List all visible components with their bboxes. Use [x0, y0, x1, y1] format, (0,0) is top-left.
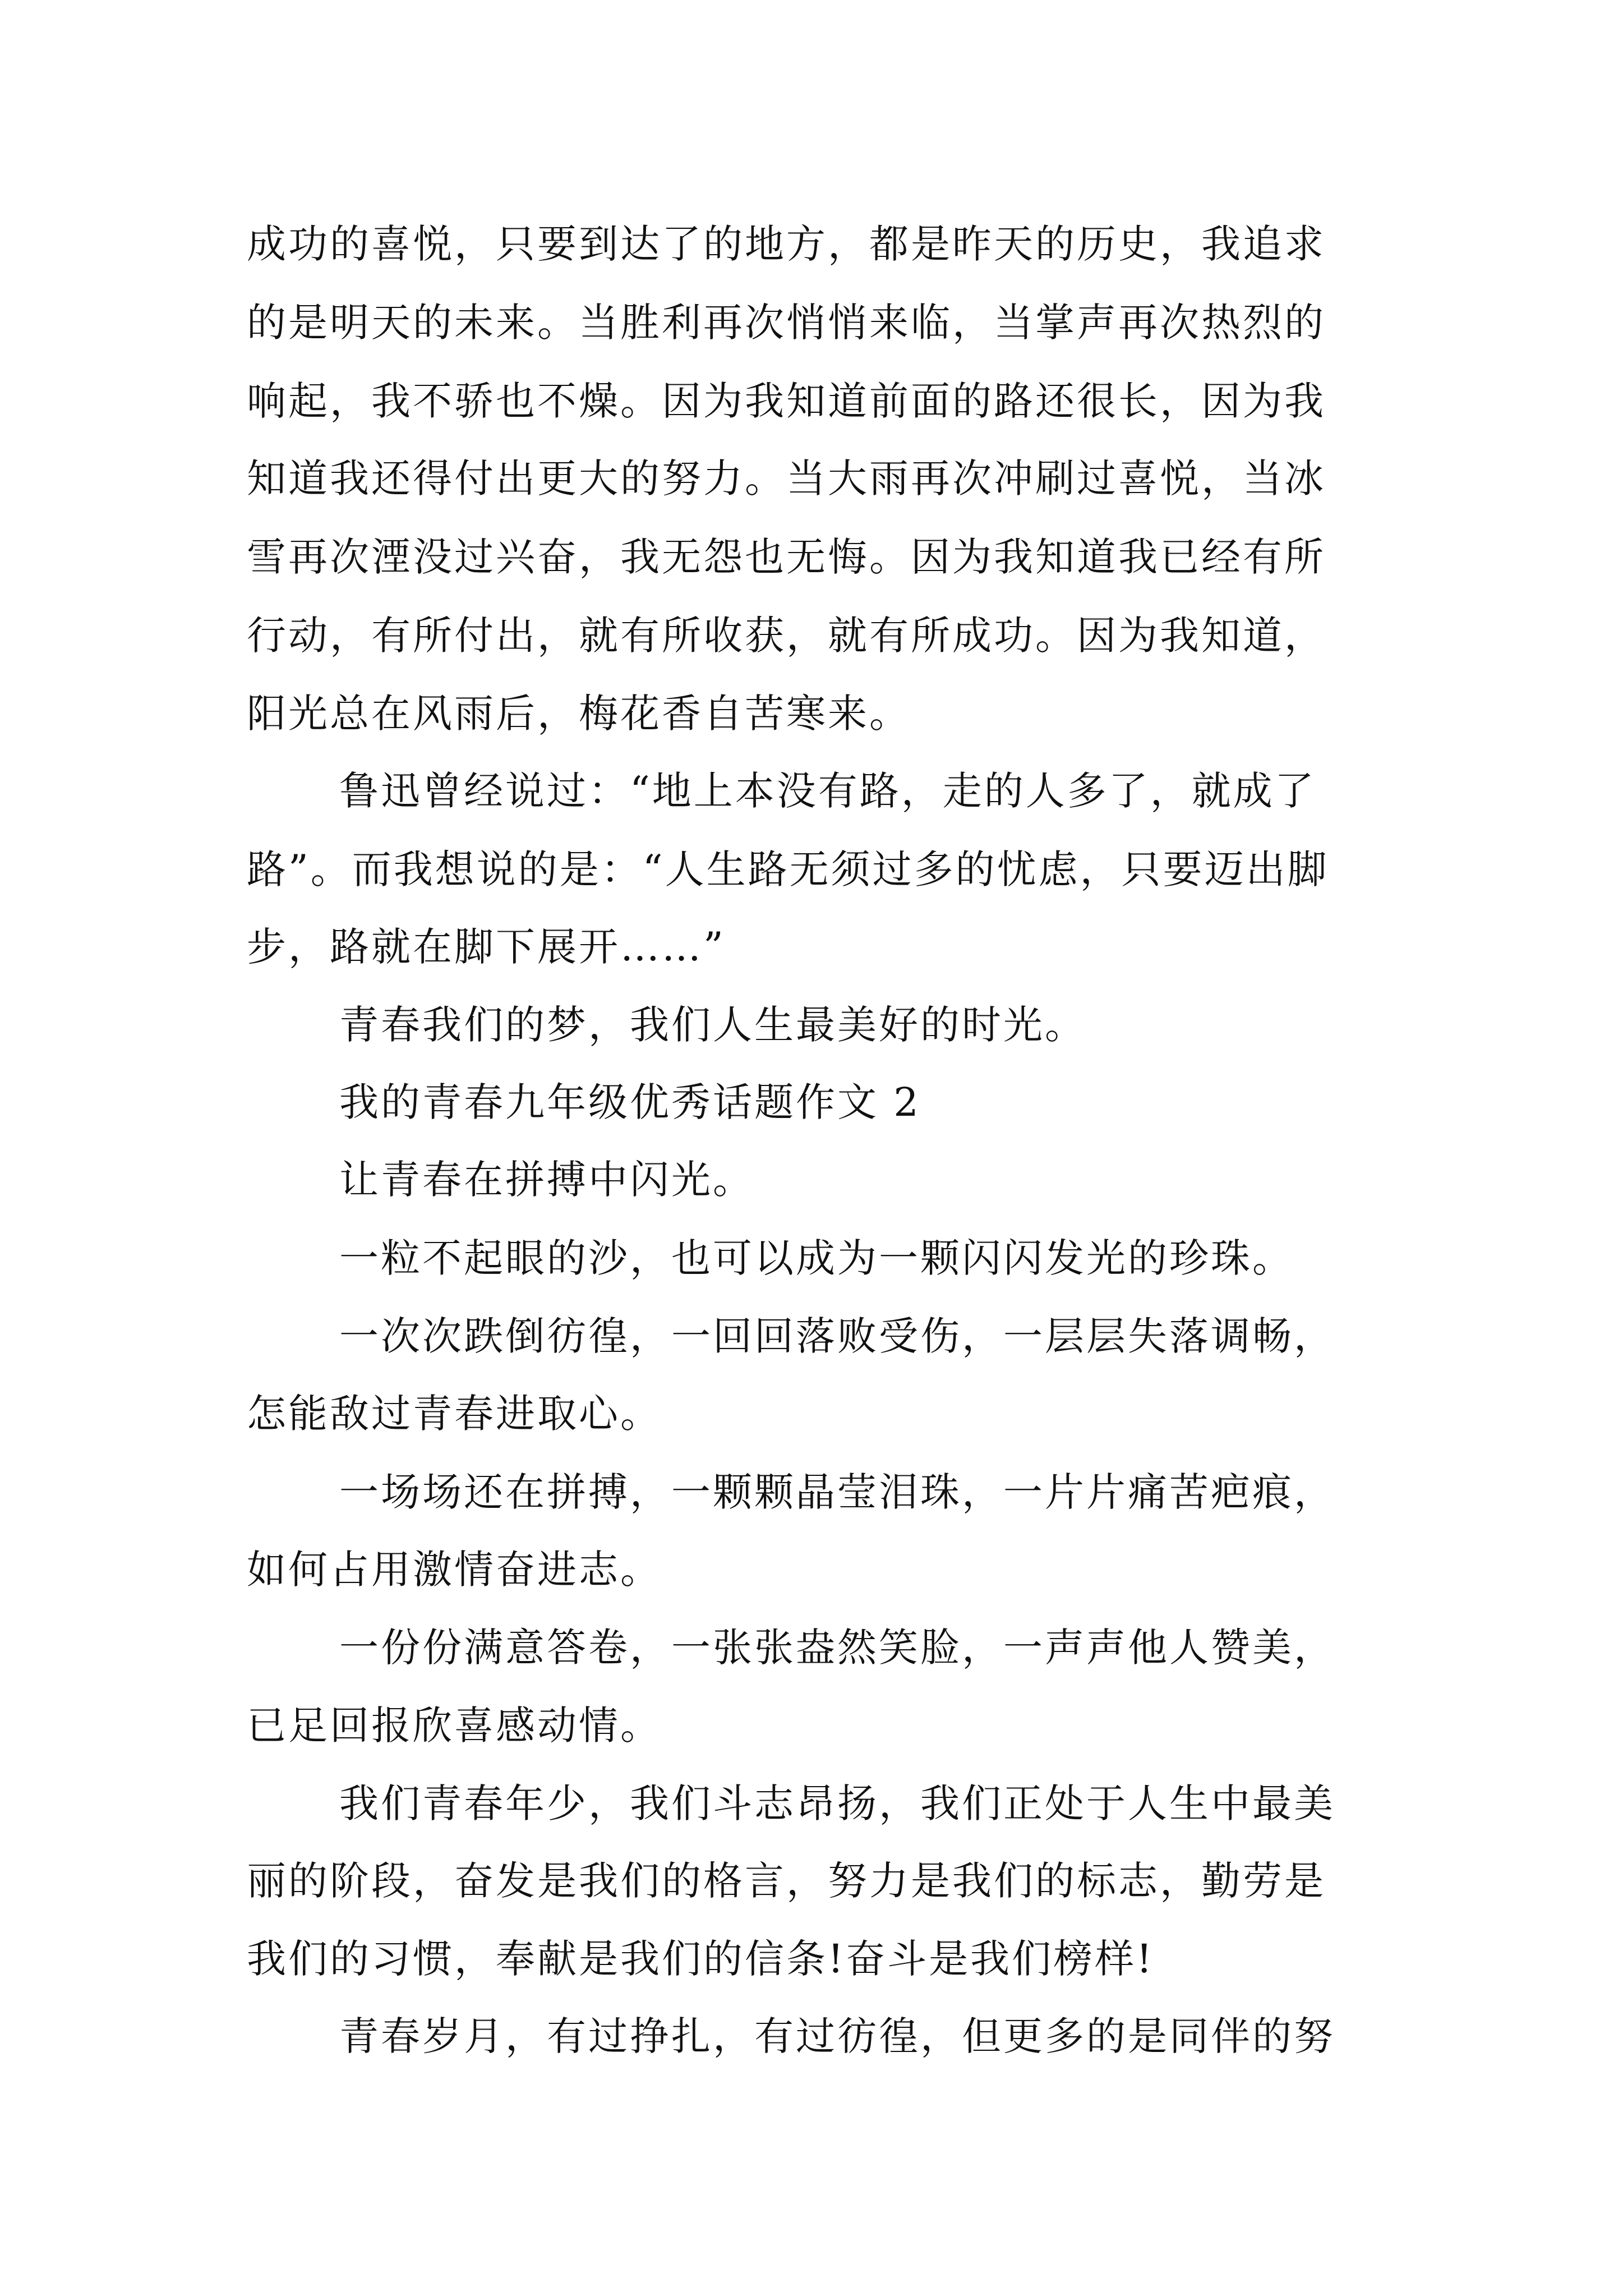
text-line: 雪再次湮没过兴奋，我无怨也无悔。因为我知道我已经有所 [247, 534, 1326, 580]
text-line: 我们青春年少，我们斗志昂扬，我们正处于人生中最美 [339, 1780, 1335, 1826]
text-line: 一份份满意答卷，一张张盎然笑脸，一声声他人赞美， [339, 1625, 1335, 1671]
text-line: 步，路就在脚下展开……” [247, 924, 726, 970]
text-line: 行动，有所付出，就有所收获，就有所成功。因为我知道， [247, 613, 1326, 659]
text-line: 路”。而我想说的是：“人生路无须过多的忧虑，只要迈出脚 [247, 846, 1329, 892]
text-line: 成功的喜悦，只要到达了的地方，都是昨天的历史，我追求 [247, 221, 1326, 267]
text-line: 我的青春九年级优秀话题作文 2 [339, 1079, 921, 1125]
text-line: 让青春在拼搏中闪光。 [339, 1157, 754, 1203]
text-line: 一场场还在拼搏，一颗颗晶莹泪珠，一片片痛苦疤痕， [339, 1469, 1335, 1515]
text-line: 青春我们的梦，我们人生最美好的时光。 [339, 1002, 1086, 1048]
text-line: 响起，我不骄也不燥。因为我知道前面的路还很长，因为我 [247, 378, 1326, 424]
text-line: 一粒不起眼的沙，也可以成为一颗闪闪发光的珍珠。 [339, 1235, 1294, 1281]
text-line: 怎能敌过青春进取心。 [247, 1391, 662, 1437]
text-line: 知道我还得付出更大的努力。当大雨再次冲刷过喜悦，当冰 [247, 455, 1326, 501]
text-line: 一次次跌倒彷徨，一回回落败受伤，一层层失落调畅， [339, 1313, 1335, 1359]
text-line: 的是明天的未来。当胜利再次悄悄来临，当掌声再次热烈的 [247, 300, 1326, 346]
text-line: 我们的习惯，奉献是我们的信条!奋斗是我们榜样! [247, 1936, 1155, 1982]
text-line: 鲁迅曾经说过：“地上本没有路，走的人多了，就成了 [339, 768, 1316, 814]
text-line: 如何占用激情奋进志。 [247, 1547, 662, 1593]
text-line: 青春岁月，有过挣扎，有过彷徨，但更多的是同伴的努 [339, 2013, 1335, 2059]
text-line: 丽的阶段，奋发是我们的格言，努力是我们的标志，勤劳是 [247, 1858, 1326, 1904]
text-line: 已足回报欣喜感动情。 [247, 1703, 662, 1749]
text-line: 阳光总在风雨后，梅花香自苦寒来。 [247, 691, 911, 737]
